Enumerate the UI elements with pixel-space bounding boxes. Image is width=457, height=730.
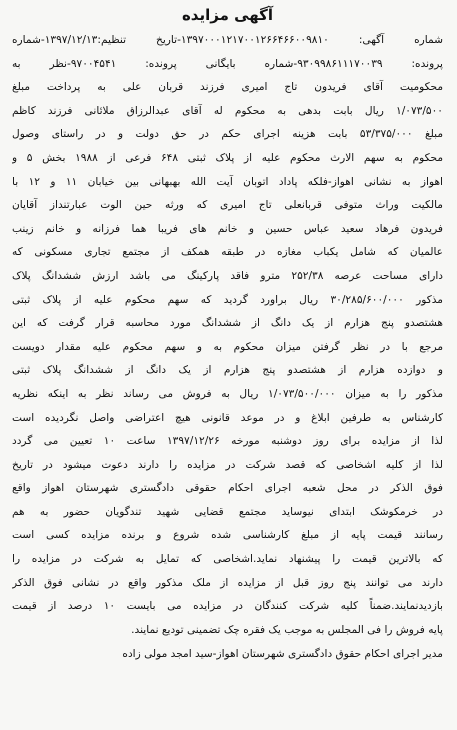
notice-line: فریدون فرهاد سعید عباس حسین و خانم های فریبا هما فرزانه و خانم زینب [12, 222, 443, 235]
notice-line: فوق الذکر در محل شعبه اجرای احکام حقوقی دادگستری شهرستان اهواز واقع [12, 482, 443, 495]
notice-line: مذکور را به میزان ۱/۰۷۳/۵۰۰/۰۰۰ ریال به فروش می رساند نظر به اینکه نظریه [12, 387, 443, 400]
notice-line: هشتصدو پنج هزارم از یک دانگ از ششدانگ مورد محاسبه قرار گرفت که این [12, 317, 443, 330]
notice-line: پایه فروش را فی المجلس به موجب یک فقره چک تضمینی تودیع نمایند. [131, 623, 443, 636]
notice-line: عالمیان که شامل یکباب مغازه در طبقه همکف از مجتمع تجاری مسکونی که [12, 246, 443, 259]
notice-line: لذا از مزایده برای روز دوشنبه مورخه ۱۳۹۷/۱۲/۲۶ ساعت ۱۰ تعیین می گردد [12, 435, 443, 448]
notice-line: بازدیدنمایند.ضمناً کلیه شرکت کنندگان در مزایده می بایست ۱۰ درصد از قیمت [12, 600, 443, 613]
notice-line: در خرمکوشک ابتدای نیوساید مجتمع قضایی شهید تندگویان حضور به هم [12, 505, 443, 518]
notice-line: دارند می توانند پنج روز قبل از مزایده از ملک مذکور واقع در نشانی فوق الذکر [12, 576, 443, 589]
notice-line: دارای مساحت عرصه ۲۵۲/۳۸ مترو فاقد پارکینگ می باشد ارزش ششدانگ پلاک [12, 269, 443, 282]
notice-line: مبلغ ۵۳/۳۷۵/۰۰۰ بابت هزینه اجرای حکم در حق دولت و در راستای وصول [12, 128, 443, 141]
notice-line: و دوازده هزارم از هشتصدو پنج هزارم از یک دانگ از ششدانگ پلاک ثبتی [12, 364, 443, 377]
notice-line: لذا از کلیه اشخاصی که قصد شرکت در مزایده را دارند دعوت میشود در تاریخ [12, 458, 443, 471]
notice-line: مالکیت وراث متوفی قربانعلی تاج امیری که ورثه حین الوت عبارتنداز آقایان [12, 199, 443, 212]
notice-line: پرونده: ۹۳۰۹۹۸۶۱۱۱۷۰۰۳۹-شماره بایگانی پرونده: ۹۷۰۰۴۵۴۱-نظر به [12, 57, 443, 70]
notice-body [12, 29, 443, 642]
notice-line: مرجع با در نظر گرفتن میزان محکوم به و سهم محکوم علیه مقدار دویست [12, 340, 443, 353]
notice-line: کارشناس به طرفین ابلاغ و در موعد قانونی هیچ اعتراضی واصل نگردیده است [12, 411, 443, 424]
notice-line: مذکور ۳۰/۲۸۵/۶۰۰/۰۰۰ ریال براورد گردید که سهم محکوم علیه از پلاک ثبتی [12, 293, 443, 306]
notice-line: محکوم به سهم الارث محکوم علیه از پلاک ثبتی ۶۴۸ فرعی از ۱۹۸۸ بخش ۵ و [12, 151, 443, 164]
notice-line: اهواز به نشانی اهواز-فلکه پاداد اتوبان آیت الله بهبهانی بین خیابان ۱۱ و ۱۲ با [12, 175, 443, 188]
notice-line: که بالاترین قیمت را پیشنهاد نماید.اشخاصی که تمایل به شرکت در مزایده را [12, 553, 443, 566]
notice-line: رسانند قیمت پایه از مبلغ کارشناسی شده شروع و برنده مزایده کسی است [12, 529, 443, 542]
notice-signature: مدیر اجرای احکام حقوق دادگستری شهرستان اهواز-سید امجد مولی زاده [122, 648, 443, 661]
notice-title: آگهی مزایده [181, 6, 274, 24]
notice-line: محکومیت آقای فریدون تاج امیری فرزند قربان علی به پرداخت مبلغ [12, 81, 443, 94]
notice-line: ۱/۰۷۳/۵۰۰ ریال بابت بدهی به محکوم له آقای عبدالرزاق ملائانی فرزند کاظم [12, 104, 443, 117]
notice-line: شماره آگهی: ۱۳۹۷۰۰۰۱۲۱۷۰۰۱۲۶۶۴۶۶۰۰۹۸۱۰-تاریخ تنظیم:۱۳۹۷/۱۲/۱۳-شماره [12, 34, 443, 46]
